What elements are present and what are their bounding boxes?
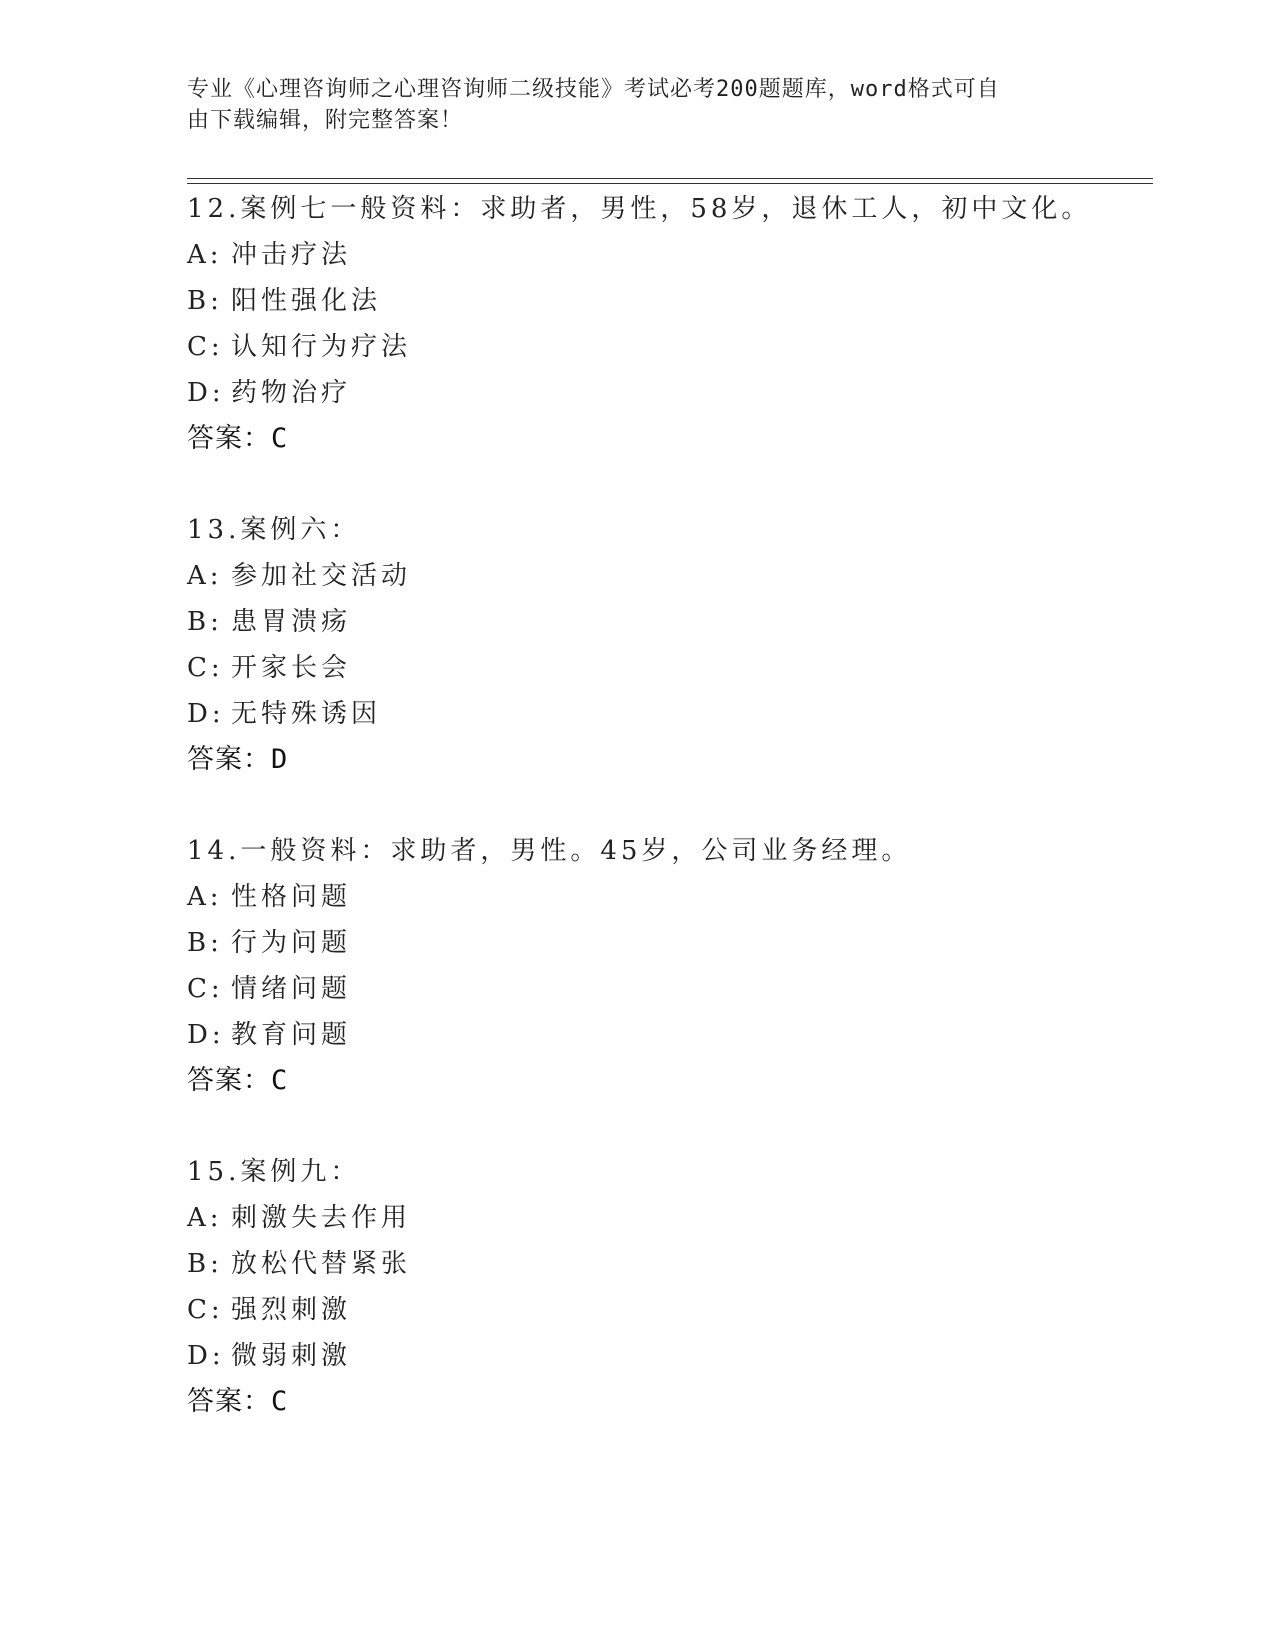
option-c xyxy=(187,1287,1153,1333)
question-13 xyxy=(187,507,1153,783)
option-key: D: xyxy=(187,378,225,408)
option-text: 情绪问题 xyxy=(231,974,352,1004)
option-text: 阳性强化法 xyxy=(231,286,382,316)
option-key: B: xyxy=(187,1249,223,1279)
option-text: 行为问题 xyxy=(231,928,352,958)
option-a xyxy=(187,1195,1153,1241)
option-text: 教育问题 xyxy=(231,1020,352,1050)
option-d xyxy=(187,1012,1153,1058)
option-text: 刺激失去作用 xyxy=(231,1203,412,1233)
option-d xyxy=(187,370,1153,416)
option-text: 强烈刺激 xyxy=(231,1295,352,1325)
option-key: D: xyxy=(187,1020,225,1050)
question-15 xyxy=(187,1149,1153,1425)
document-header xyxy=(187,74,1057,136)
question-12 xyxy=(187,186,1153,462)
option-key: A: xyxy=(187,561,223,591)
header-line-1: 专业《心理咨询师之心理咨询师二级技能》考试必考200题题库，word格式可自 xyxy=(187,77,1000,102)
option-a xyxy=(187,232,1153,278)
option-b xyxy=(187,599,1153,645)
option-c xyxy=(187,324,1153,370)
option-text: 认知行为疗法 xyxy=(231,332,412,362)
option-key: A: xyxy=(187,882,223,912)
option-text: 冲击疗法 xyxy=(231,240,352,270)
option-key: A: xyxy=(187,240,223,270)
answer-line: 答案：C xyxy=(187,1386,289,1417)
option-text: 性格问题 xyxy=(231,882,352,912)
answer-line: 答案：C xyxy=(187,1065,289,1096)
option-text: 药物治疗 xyxy=(231,378,352,408)
option-key: C: xyxy=(187,974,224,1004)
option-key: B: xyxy=(187,607,223,637)
answer-line: 答案：D xyxy=(187,744,289,775)
question-stem: 13.案例六： xyxy=(187,515,361,545)
header-line-2: 由下载编辑，附完整答案！ xyxy=(187,108,464,133)
option-text: 患胃溃疡 xyxy=(231,607,352,637)
option-b xyxy=(187,920,1153,966)
option-a xyxy=(187,553,1153,599)
option-text: 微弱刺激 xyxy=(231,1341,352,1371)
option-key: D: xyxy=(187,1341,225,1371)
option-key: B: xyxy=(187,928,223,958)
option-b xyxy=(187,278,1153,324)
question-stem: 12.案例七一般资料：求助者，男性，58岁，退休工人，初中文化。 xyxy=(187,194,1092,224)
question-14 xyxy=(187,828,1153,1104)
option-c xyxy=(187,966,1153,1012)
option-key: C: xyxy=(187,1295,224,1325)
option-text: 放松代替紧张 xyxy=(231,1249,412,1279)
question-stem: 15.案例九： xyxy=(187,1157,361,1187)
option-c xyxy=(187,645,1153,691)
answer-line: 答案：C xyxy=(187,423,289,454)
option-b xyxy=(187,1241,1153,1287)
option-key: C: xyxy=(187,332,224,362)
option-text: 无特殊诱因 xyxy=(231,699,382,729)
option-key: C: xyxy=(187,653,224,683)
header-divider-bottom xyxy=(187,183,1153,184)
option-key: B: xyxy=(187,286,223,316)
option-d xyxy=(187,691,1153,737)
option-key: A: xyxy=(187,1203,223,1233)
question-stem: 14.一般资料：求助者，男性。45岁，公司业务经理。 xyxy=(187,836,912,866)
option-a xyxy=(187,874,1153,920)
option-text: 参加社交活动 xyxy=(231,561,412,591)
option-key: D: xyxy=(187,699,225,729)
header-divider-top xyxy=(187,178,1153,179)
option-d xyxy=(187,1333,1153,1379)
option-text: 开家长会 xyxy=(231,653,352,683)
